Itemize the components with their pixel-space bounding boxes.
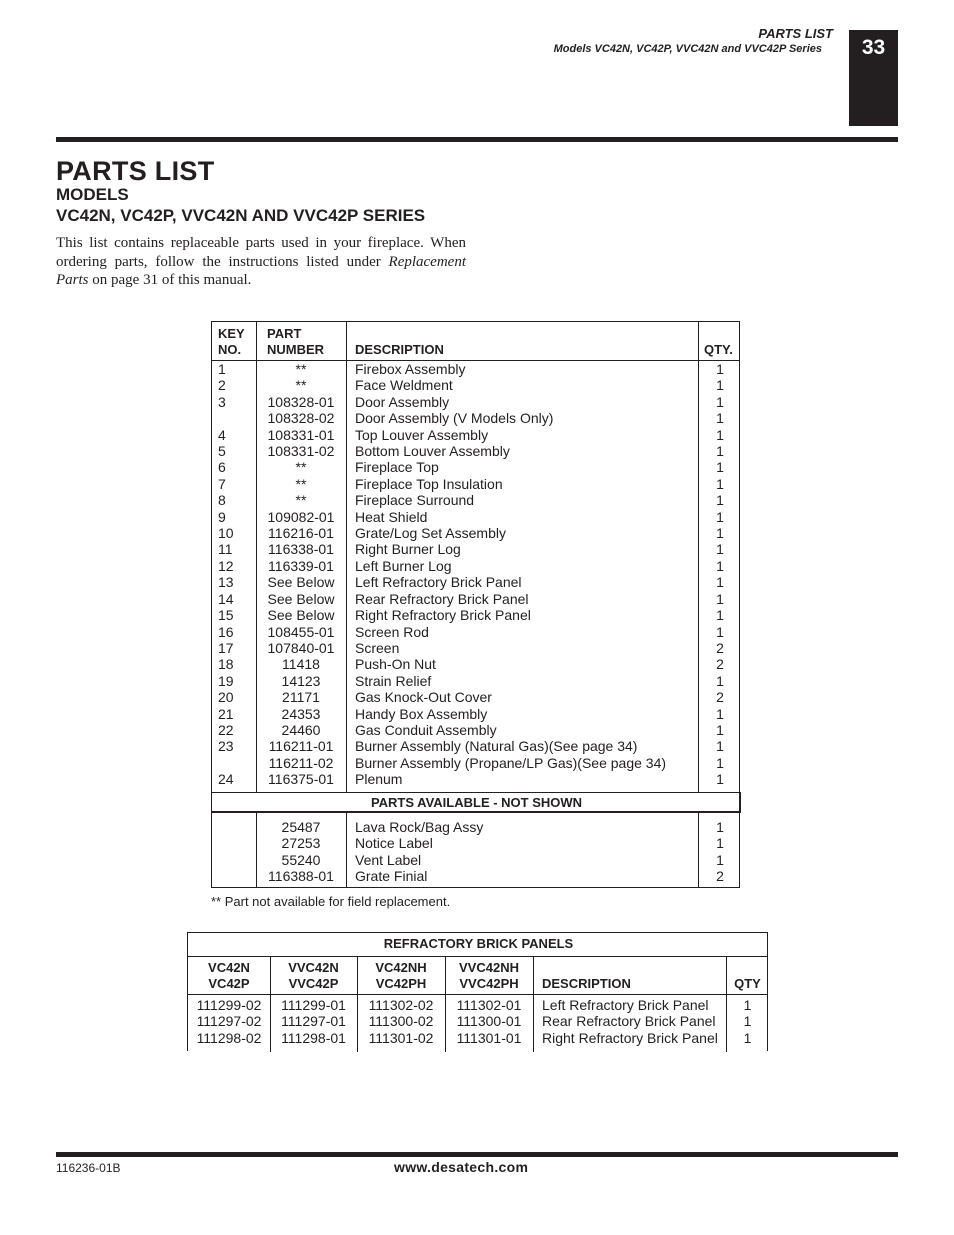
description-cell: Strain Relief bbox=[355, 672, 432, 689]
qty-cell: 1 bbox=[716, 525, 724, 542]
intro-paragraph bbox=[56, 234, 466, 290]
col-divider bbox=[698, 813, 699, 888]
part-number-cell: 116211-02 bbox=[268, 754, 334, 771]
brick-vc42n-cell: 111299-02 bbox=[196, 997, 262, 1013]
brick-vc42nh-cell: 111302-02 bbox=[368, 997, 434, 1013]
key-no-cell: 2 bbox=[218, 377, 226, 394]
qty-cell: 1 bbox=[716, 459, 724, 476]
key-no-cell: 10 bbox=[218, 525, 234, 542]
brick-qty-cell: 1 bbox=[743, 1013, 752, 1030]
qty-cell: 1 bbox=[716, 508, 724, 525]
brick-vvc42nh-cell: 111302-01 bbox=[456, 997, 522, 1013]
part-number-cell: 11418 bbox=[282, 656, 320, 673]
description-cell: Gas Knock-Out Cover bbox=[355, 689, 492, 706]
qty-cell: 2 bbox=[716, 689, 724, 706]
part-number-cell: 116216-01 bbox=[268, 525, 334, 542]
brick-col-vvc42nh bbox=[445, 997, 533, 1046]
brick-vc42nh-cell: 111300-02 bbox=[368, 1013, 434, 1030]
key-header: KEY NO. bbox=[218, 326, 245, 357]
brick-header-divider bbox=[188, 994, 767, 995]
qty-header: QTY. bbox=[704, 342, 733, 357]
brick-col-vvc42n bbox=[270, 997, 357, 1046]
part-number-cell: 116211-01 bbox=[268, 738, 334, 755]
description-cell: Left Refractory Brick Panel bbox=[355, 574, 522, 591]
website-link[interactable]: www.desatech.com bbox=[394, 1159, 529, 1175]
document-number: 116236-01B bbox=[56, 1161, 121, 1175]
qty-cell: 1 bbox=[716, 393, 724, 410]
qty-cell: 1 bbox=[716, 771, 724, 788]
brick-vvc42n-cell: 111297-01 bbox=[281, 1013, 346, 1030]
available-description-cell: Vent Label bbox=[355, 851, 422, 868]
qty-cell: 1 bbox=[716, 361, 724, 377]
col-divider bbox=[256, 813, 257, 888]
col-divider bbox=[256, 322, 257, 792]
key-no-cell: 15 bbox=[218, 607, 234, 624]
key-no-cell: 13 bbox=[218, 574, 234, 591]
key-no-cell: 7 bbox=[218, 475, 226, 492]
part-number-cell: See Below bbox=[267, 590, 335, 607]
brick-header-vvc42n: VVC42N VVC42P bbox=[288, 960, 339, 991]
col-divider bbox=[346, 813, 347, 888]
qty-cell: 1 bbox=[716, 557, 724, 574]
key-no-cell: 1 bbox=[218, 361, 226, 377]
part-number-cell: ** bbox=[295, 475, 307, 492]
description-cell: Burner Assembly (Propane/LP Gas)(See page 34) bbox=[355, 754, 667, 771]
available-qty-column bbox=[700, 819, 740, 885]
qty-cell: 1 bbox=[716, 475, 724, 492]
description-cell: Rear Refractory Brick Panel bbox=[355, 590, 529, 607]
brick-col-divider bbox=[533, 956, 534, 1052]
brick-col-qty bbox=[726, 997, 769, 1046]
description-cell: Screen Rod bbox=[355, 623, 429, 640]
part-number-cell: 116375-01 bbox=[268, 771, 334, 788]
description-cell: Fireplace Top Insulation bbox=[355, 475, 503, 492]
part-number-cell: ** bbox=[295, 459, 307, 476]
key-no-cell: 20 bbox=[218, 689, 234, 706]
page-number-tab: 33 bbox=[849, 30, 898, 126]
part-number-cell: 109082-01 bbox=[267, 508, 335, 525]
brick-table-title: REFRACTORY BRICK PANELS bbox=[383, 936, 574, 951]
available-description-column bbox=[355, 819, 483, 885]
part-number-cell: 108455-01 bbox=[267, 623, 335, 640]
key-no-cell: 4 bbox=[218, 426, 226, 443]
part-number-cell: 24460 bbox=[281, 721, 321, 738]
description-cell: Door Assembly (V Models Only) bbox=[355, 410, 554, 427]
available-part-number-cell: 55240 bbox=[281, 851, 321, 868]
brick-qty-header: QTY bbox=[734, 976, 761, 991]
top-divider bbox=[56, 137, 898, 142]
part-number-cell: 24353 bbox=[281, 705, 321, 722]
part-number-cell: 21171 bbox=[282, 689, 320, 706]
key-no-cell: 17 bbox=[218, 639, 234, 656]
description-cell: Right Burner Log bbox=[355, 541, 461, 558]
col-divider bbox=[346, 322, 347, 792]
brick-vvc42n-cell: 111299-01 bbox=[281, 997, 346, 1013]
page-title: PARTS LIST bbox=[56, 156, 215, 186]
description-cell: Fireplace Surround bbox=[355, 492, 475, 509]
qty-cell: 1 bbox=[716, 377, 724, 394]
brick-header-vc42nh: VC42NH VC42PH bbox=[375, 960, 427, 991]
brick-vc42n-cell: 111298-02 bbox=[196, 1029, 262, 1046]
qty-cell: 1 bbox=[716, 672, 724, 689]
qty-cell: 1 bbox=[716, 443, 724, 460]
brick-panels-table bbox=[187, 932, 768, 1051]
key-no-cell: 23 bbox=[218, 738, 234, 755]
description-column bbox=[355, 361, 666, 788]
qty-cell: 1 bbox=[716, 738, 724, 755]
brick-vc42n-cell: 111297-02 bbox=[196, 1013, 262, 1030]
intro-text: This list contains replaceable parts used in your fireplace. When ordering parts, follow the instructions listed under bbox=[56, 235, 466, 270]
brick-description-cell: Rear Refractory Brick Panel bbox=[542, 1013, 716, 1030]
description-cell: Fireplace Top bbox=[355, 459, 439, 476]
brick-description-cell: Left Refractory Brick Panel bbox=[542, 997, 709, 1013]
description-cell: Left Burner Log bbox=[355, 557, 452, 574]
qty-cell: 1 bbox=[716, 590, 724, 607]
qty-cell: 1 bbox=[716, 705, 724, 722]
qty-cell: 1 bbox=[716, 607, 724, 624]
description-cell: Face Weldment bbox=[355, 377, 453, 394]
available-qty-cell: 1 bbox=[716, 819, 724, 835]
part-number-cell: 108331-02 bbox=[267, 443, 335, 460]
key-no-cell: 18 bbox=[218, 656, 234, 673]
available-qty-cell: 1 bbox=[716, 835, 724, 852]
description-cell: Grate/Log Set Assembly bbox=[355, 525, 506, 542]
brick-description-header: DESCRIPTION bbox=[542, 976, 631, 991]
key-no-cell: 22 bbox=[218, 721, 234, 738]
parts-available-label: PARTS AVAILABLE - NOT SHOWN bbox=[370, 795, 583, 810]
qty-cell: 1 bbox=[716, 410, 724, 427]
key-no-cell: 16 bbox=[218, 623, 234, 640]
qty-cell: 1 bbox=[716, 623, 724, 640]
part-number-header: PART NUMBER bbox=[267, 326, 325, 357]
part-number-cell: 14123 bbox=[281, 672, 321, 689]
key-no-cell bbox=[218, 755, 234, 771]
brick-vvc42nh-cell: 111301-01 bbox=[456, 1029, 522, 1046]
qty-cell: 1 bbox=[716, 574, 724, 591]
available-part-number-cell: 25487 bbox=[281, 819, 321, 835]
description-cell: Burner Assembly (Natural Gas)(See page 34) bbox=[355, 738, 638, 755]
key-no-cell bbox=[218, 410, 234, 426]
parts-table bbox=[211, 321, 740, 888]
brick-qty-cell: 1 bbox=[743, 997, 752, 1013]
key-no-cell: 12 bbox=[218, 557, 234, 574]
key-no-cell: 14 bbox=[218, 590, 234, 607]
qty-cell: 1 bbox=[716, 541, 724, 558]
header-models-subtitle: Models VC42N, VC42P, VVC42N and VVC42P Series bbox=[553, 43, 822, 55]
description-cell: Heat Shield bbox=[355, 508, 428, 525]
brick-title-divider bbox=[188, 956, 767, 957]
key-no-cell: 6 bbox=[218, 459, 226, 476]
footnote: ** Part not available for field replacement. bbox=[211, 894, 451, 909]
header-section-title: PARTS LIST bbox=[758, 26, 833, 41]
col-divider bbox=[698, 322, 699, 792]
models-list-heading: VC42N, VC42P, VVC42N AND VVC42P SERIES bbox=[56, 206, 426, 225]
brick-vvc42nh-cell: 111300-01 bbox=[456, 1013, 522, 1030]
part-number-column bbox=[260, 361, 342, 788]
part-number-cell: See Below bbox=[267, 574, 335, 591]
description-cell: Screen bbox=[355, 639, 400, 656]
part-number-cell: See Below bbox=[267, 607, 335, 624]
bottom-divider bbox=[56, 1152, 898, 1157]
description-cell: Top Louver Assembly bbox=[355, 426, 489, 443]
key-no-cell: 19 bbox=[218, 672, 234, 689]
key-no-cell: 8 bbox=[218, 492, 226, 509]
models-heading: MODELS bbox=[56, 185, 129, 204]
brick-qty-cell: 1 bbox=[743, 1029, 752, 1046]
parts-available-bar bbox=[212, 792, 741, 813]
qty-cell: 2 bbox=[716, 656, 724, 673]
key-no-cell: 21 bbox=[218, 705, 234, 722]
description-cell: Firebox Assembly bbox=[355, 361, 466, 377]
description-cell: Push-On Nut bbox=[355, 656, 436, 673]
available-part-number-cell: 116388-01 bbox=[268, 868, 334, 885]
part-number-cell: 108328-01 bbox=[267, 393, 335, 410]
key-no-cell: 3 bbox=[218, 393, 226, 410]
qty-cell: 1 bbox=[716, 492, 724, 509]
qty-cell: 1 bbox=[716, 721, 724, 738]
part-number-cell: 108328-02 bbox=[267, 410, 335, 427]
qty-cell: 1 bbox=[716, 426, 724, 443]
qty-cell: 1 bbox=[716, 754, 724, 771]
description-cell: Gas Conduit Assembly bbox=[355, 721, 497, 738]
available-description-cell: Grate Finial bbox=[355, 868, 428, 885]
brick-col-vc42n bbox=[188, 997, 270, 1046]
available-description-cell: Lava Rock/Bag Assy bbox=[355, 819, 484, 835]
part-number-cell: 116338-01 bbox=[268, 541, 334, 558]
brick-col-vc42nh bbox=[357, 997, 445, 1046]
key-no-cell: 9 bbox=[218, 508, 226, 525]
part-number-cell: ** bbox=[295, 377, 307, 394]
part-number-cell: ** bbox=[295, 361, 307, 377]
brick-description-cell: Right Refractory Brick Panel bbox=[542, 1029, 718, 1046]
description-cell: Handy Box Assembly bbox=[355, 705, 488, 722]
part-number-cell: 116339-01 bbox=[268, 557, 334, 574]
brick-vvc42n-cell: 111298-01 bbox=[281, 1029, 346, 1046]
brick-col-description bbox=[542, 997, 718, 1046]
available-part-number-cell: 27253 bbox=[281, 835, 321, 852]
description-cell: Bottom Louver Assembly bbox=[355, 443, 510, 460]
qty-cell: 2 bbox=[716, 639, 724, 656]
key-no-cell: 11 bbox=[218, 541, 233, 558]
description-cell: Right Refractory Brick Panel bbox=[355, 607, 531, 624]
description-header: DESCRIPTION bbox=[355, 342, 444, 357]
available-description-cell: Notice Label bbox=[355, 835, 433, 852]
qty-column bbox=[700, 361, 740, 788]
description-cell: Door Assembly bbox=[355, 393, 450, 410]
available-qty-cell: 2 bbox=[716, 868, 724, 885]
key-no-cell: 5 bbox=[218, 443, 226, 460]
available-qty-cell: 1 bbox=[716, 851, 724, 868]
part-number-cell: ** bbox=[295, 492, 307, 509]
description-cell: Plenum bbox=[355, 771, 403, 788]
key-column bbox=[218, 361, 234, 788]
brick-header-vc42n: VC42N VC42P bbox=[208, 960, 250, 991]
key-no-cell: 24 bbox=[218, 771, 234, 788]
part-number-cell: 108331-01 bbox=[267, 426, 335, 443]
brick-vc42nh-cell: 111301-02 bbox=[368, 1029, 434, 1046]
intro-text-end: on page 31 of this manual. bbox=[88, 272, 252, 288]
available-part-column bbox=[260, 819, 342, 885]
part-number-cell: 107840-01 bbox=[267, 639, 335, 656]
brick-header-vvc42nh: VVC42NH VVC42PH bbox=[459, 960, 519, 991]
intro-reference: Replacement Parts bbox=[56, 253, 466, 288]
